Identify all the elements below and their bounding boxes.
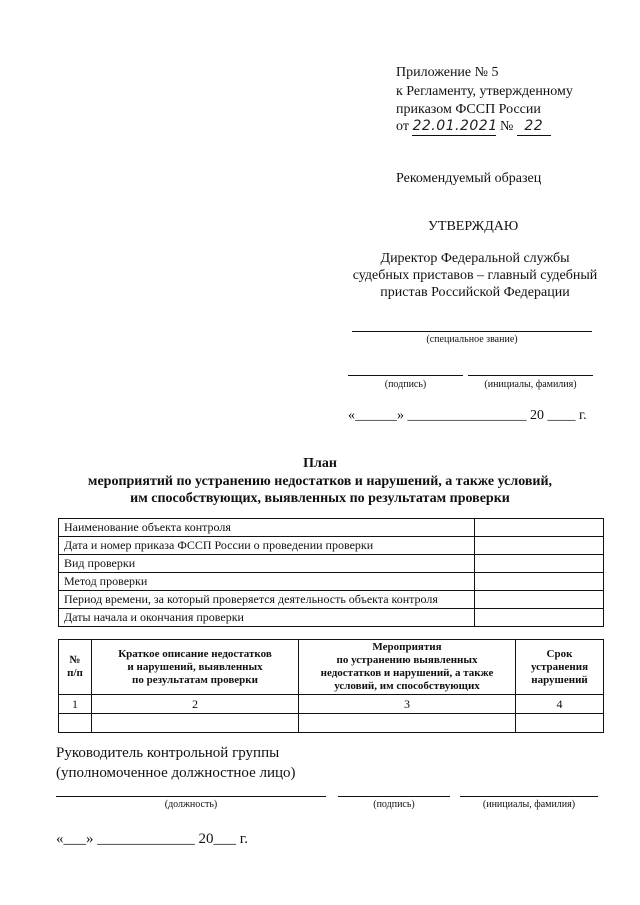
group-head-title: Руководитель контрольной группы [56, 745, 280, 761]
info-row-label: Метод проверки [59, 573, 475, 591]
appendix-regulation: к Регламенту, утвержденному [396, 84, 573, 99]
empty-cell [299, 714, 516, 733]
approve-position: Директор Федеральной службы судебных приставов – главный судебный пристав Российской Федерации [352, 251, 598, 300]
header-deadline: Срок устранения нарушений [516, 640, 604, 695]
info-row [59, 537, 604, 555]
info-row-label: Период времени, за который проверяется деятельность объекта контроля [59, 591, 475, 609]
position-line [56, 796, 326, 797]
empty-cell [516, 714, 604, 733]
appendix-number: Приложение № 5 [396, 65, 499, 80]
footer-signature-caption: (подпись) [373, 799, 415, 810]
empty-cell [92, 714, 299, 733]
appendix-order: приказом ФССП России [396, 102, 541, 117]
info-row [59, 519, 604, 537]
appendix-date-number [396, 118, 556, 136]
plan-header-row [59, 640, 604, 695]
footer-signature-line [338, 796, 450, 797]
appendix-date-handwritten: 22.01.2021 [412, 118, 498, 134]
info-row-value [475, 519, 604, 537]
footer-date-line: «___» _____________ 20___ г. [56, 831, 248, 847]
footer-initials-caption: (инициалы, фамилия) [482, 799, 576, 810]
info-row [59, 573, 604, 591]
plan-subtitle: мероприятий по устранению недостатков и нарушений, а также условий, им способствующих, выявленных по результатам проверки [87, 474, 553, 506]
info-row-label: Вид проверки [59, 555, 475, 573]
footer-initials-line [460, 796, 598, 797]
approve-signature-line [348, 375, 463, 376]
approve-initials-caption: (инициалы, фамилия) [484, 379, 577, 390]
column-number-2: 2 [92, 695, 299, 714]
header-number: № п/п [59, 640, 92, 695]
appendix-number-handwritten: 22 [517, 118, 551, 136]
sample-label: Рекомендуемый образец [396, 171, 542, 186]
info-row-value [475, 609, 604, 627]
approve-initials-line [468, 375, 593, 376]
info-row [59, 591, 604, 609]
header-measures: Мероприятия по устранению выявленных недостатков и нарушений, а также условий, им способствующих [299, 640, 516, 695]
plan-numbers-row [59, 695, 604, 714]
info-row-value [475, 537, 604, 555]
column-number-3: 3 [299, 695, 516, 714]
info-row [59, 609, 604, 627]
info-row-label: Даты начала и окончания проверки [59, 609, 475, 627]
rank-caption: (специальное звание) [426, 334, 518, 345]
plan-empty-row [59, 714, 604, 733]
plan-measures-table [58, 639, 604, 733]
column-number-4: 4 [516, 695, 604, 714]
info-row-value [475, 591, 604, 609]
approve-signature-caption: (подпись) [384, 379, 427, 390]
approve-title: УТВЕРЖДАЮ [428, 219, 519, 234]
info-row-value [475, 555, 604, 573]
info-row-label: Дата и номер приказа ФССП России о проведении проверки [59, 537, 475, 555]
empty-cell [59, 714, 92, 733]
position-caption: (должность) [164, 799, 218, 810]
plan-title: План [303, 456, 337, 471]
rank-line [352, 331, 592, 332]
group-head-subtitle: (уполномоченное должностное лицо) [56, 765, 296, 781]
header-description: Краткое описание недостатков и нарушений, выявленных по результатам проверки [92, 640, 299, 695]
info-row-label: Наименование объекта контроля [59, 519, 475, 537]
info-row [59, 555, 604, 573]
appendix-from-label: от [396, 119, 409, 134]
info-row-value [475, 573, 604, 591]
appendix-num-sign: № [499, 119, 514, 134]
column-number-1: 1 [59, 695, 92, 714]
approve-date-line: «______» _________________ 20 ____ г. [348, 408, 587, 423]
inspection-info-table [58, 518, 604, 627]
